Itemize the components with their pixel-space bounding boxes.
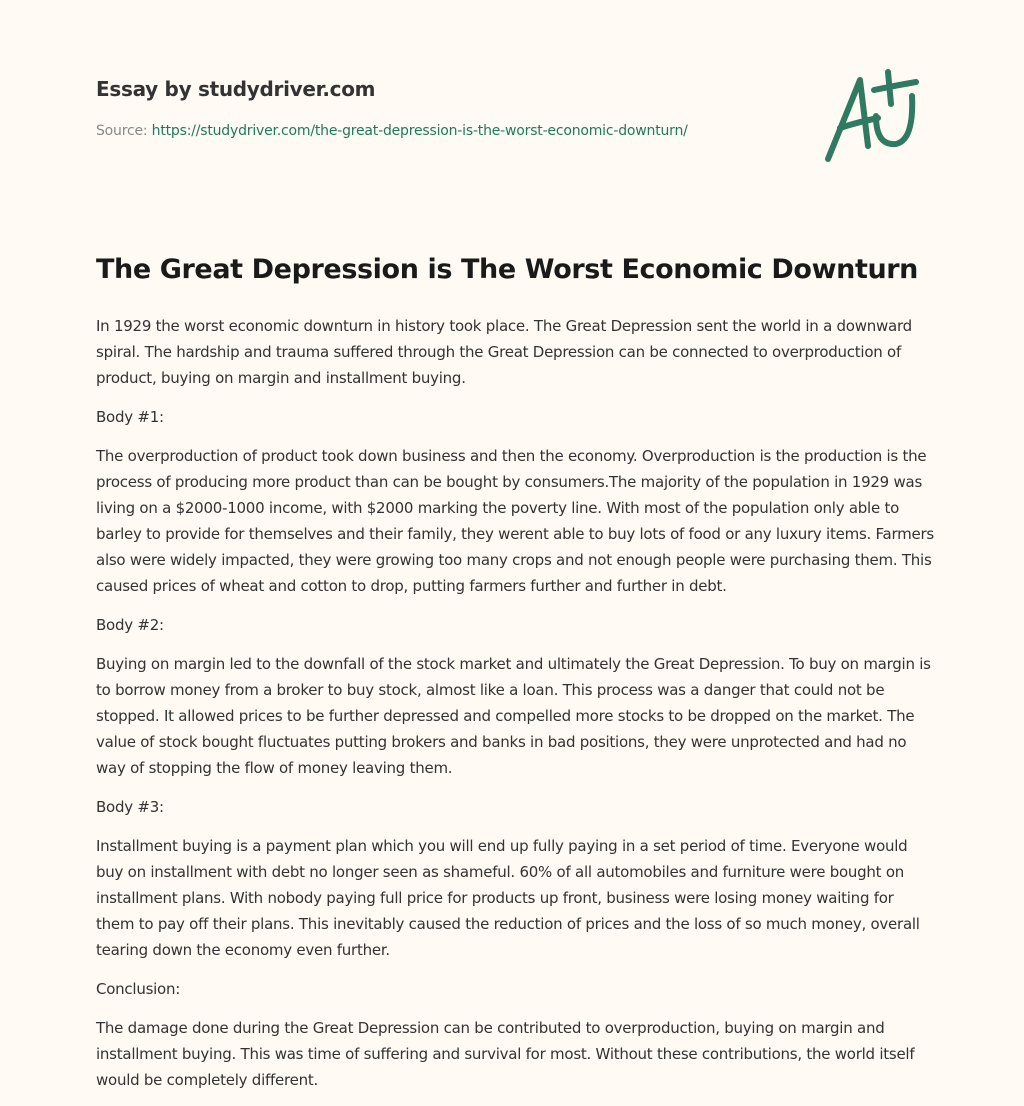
section-heading: Body #2:	[96, 616, 164, 634]
brand-title: Essay by studydriver.com	[96, 77, 376, 101]
article-title: The Great Depression is The Worst Economic Downturn	[96, 254, 919, 285]
paragraph: Installment buying is a payment plan which you will end up fully paying in a set period of time. Everyone would buy on installment with debt no longer seen as shameful. 60% of all automobiles and furniture were bought on installment plans. With nobody paying full price for products up front, business were losing money waiting for them to pay off their plans. This inevitably caused the reduction of prices and the loss of so much money, overall tearing down the economy even further.	[96, 837, 920, 959]
page-header	[0, 0, 1024, 210]
section-heading: Body #3:	[96, 798, 164, 816]
source-line	[96, 123, 688, 139]
paragraph: The damage done during the Great Depression can be contributed to overproduction, buying on margin and installment buying. This was time of suffering and survival for most. Without these contributions, the world itself would be completely different.	[96, 1019, 915, 1089]
section-heading: Body #1:	[96, 408, 164, 426]
paragraph: In 1929 the worst economic downturn in history took place. The Great Depression sent the world in a downward spiral. The hardship and trauma suffered through the Great Depression can be connected to overproduction of product, buying on margin and installment buying.	[96, 317, 912, 387]
source-link[interactable]: https://studydriver.com/the-great-depression-is-the-worst-economic-downturn/	[151, 123, 688, 139]
paragraph: Buying on margin led to the downfall of the stock market and ultimately the Great Depression. To buy on margin is to borrow money from a broker to buy stock, almost like a loan. This process was a danger that could not be stopped. It allowed prices to be further depressed and compelled more stocks to be dropped on the market. The value of stock bought fluctuates putting brokers and banks in bad positions, they were unprotected and had no way of stopping the flow of money leaving them.	[96, 655, 931, 777]
paragraph: The overproduction of product took down business and then the economy. Overproduction is the production is the process of producing more product than can be bought by consumers.The majority of the population in 1929 was living on a $2000-1000 income, with $2000 marking the poverty line. With most of the population only able to barley to provide for themselves and their family, they werent able to buy lots of food or any luxury items. Farmers also were widely impacted, they were growing too many crops and not enough people were purchasing them. This caused prices of wheat and cotton to drop, putting farmers further and further in debt.	[96, 447, 934, 595]
a-plus-logo-icon	[818, 66, 938, 176]
section-heading: Conclusion:	[96, 980, 181, 998]
source-label: Source:	[96, 123, 148, 139]
article-body	[96, 313, 936, 1106]
